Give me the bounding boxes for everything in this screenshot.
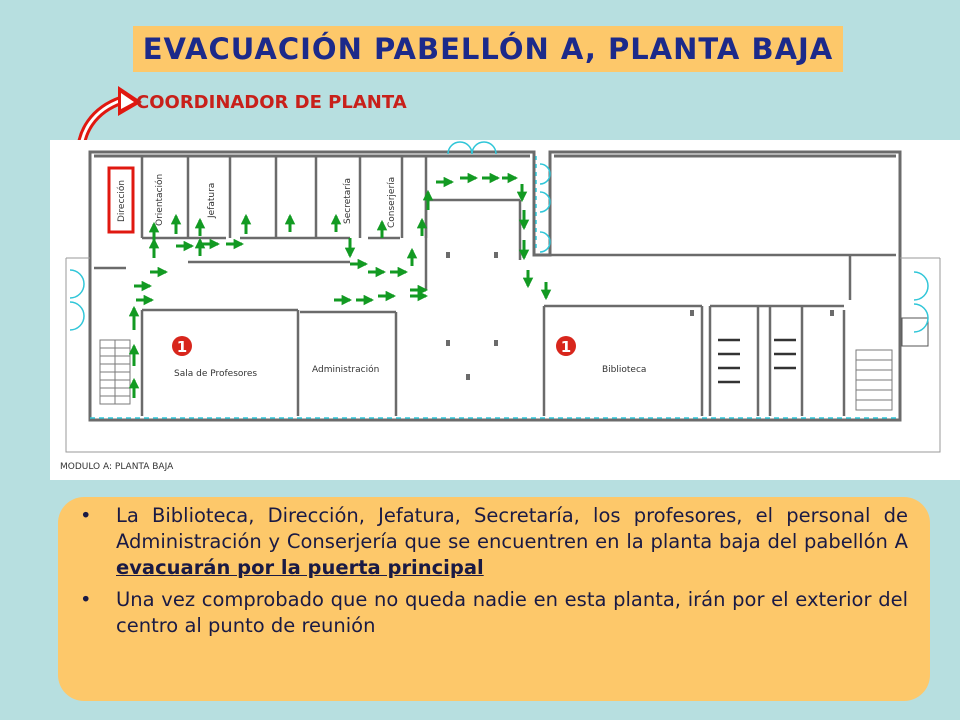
- info-list: [80, 503, 908, 645]
- svg-text:1: 1: [176, 338, 188, 356]
- room-sala-profesores: Sala de Profesores: [174, 369, 258, 379]
- floor-plan: [50, 140, 960, 480]
- exit-marker-right: [556, 336, 576, 356]
- room-direccion: Dirección: [117, 179, 127, 222]
- info-panel: [58, 497, 930, 701]
- room-administracion: Administración: [312, 365, 380, 375]
- room-biblioteca: Biblioteca: [602, 365, 647, 375]
- exit-marker-left: [172, 336, 192, 356]
- room-secretaria: Secretaría: [343, 178, 353, 224]
- room-jefatura: Jefatura: [207, 182, 217, 218]
- room-conserjeria: Conserjería: [387, 176, 397, 228]
- bullet-icon: •: [80, 588, 92, 611]
- svg-text:1: 1: [560, 338, 572, 356]
- info-item-text: Una vez comprobado que no queda nadie en esta planta, irán por el exterior del centro al punto de reunión: [116, 588, 908, 637]
- info-item-exterior: [80, 587, 908, 639]
- info-item-text: La Biblioteca, Dirección, Jefatura, Secretaría, los profesores, el personal de Administración y Conserjería que se encuentren en la planta baja del pabellón A: [116, 504, 908, 553]
- info-item-library: [80, 503, 908, 581]
- page-title: EVACUACIÓN PABELLÓN A, PLANTA BAJA: [133, 26, 843, 72]
- room-orientacion: Orientación: [155, 173, 165, 226]
- plan-footer-label: MODULO A: PLANTA BAJA: [60, 462, 174, 472]
- bullet-icon: •: [80, 504, 92, 527]
- coordinator-label: COORDINADOR DE PLANTA: [136, 92, 407, 113]
- info-item-emphasis: evacuarán por la puerta principal: [116, 556, 484, 579]
